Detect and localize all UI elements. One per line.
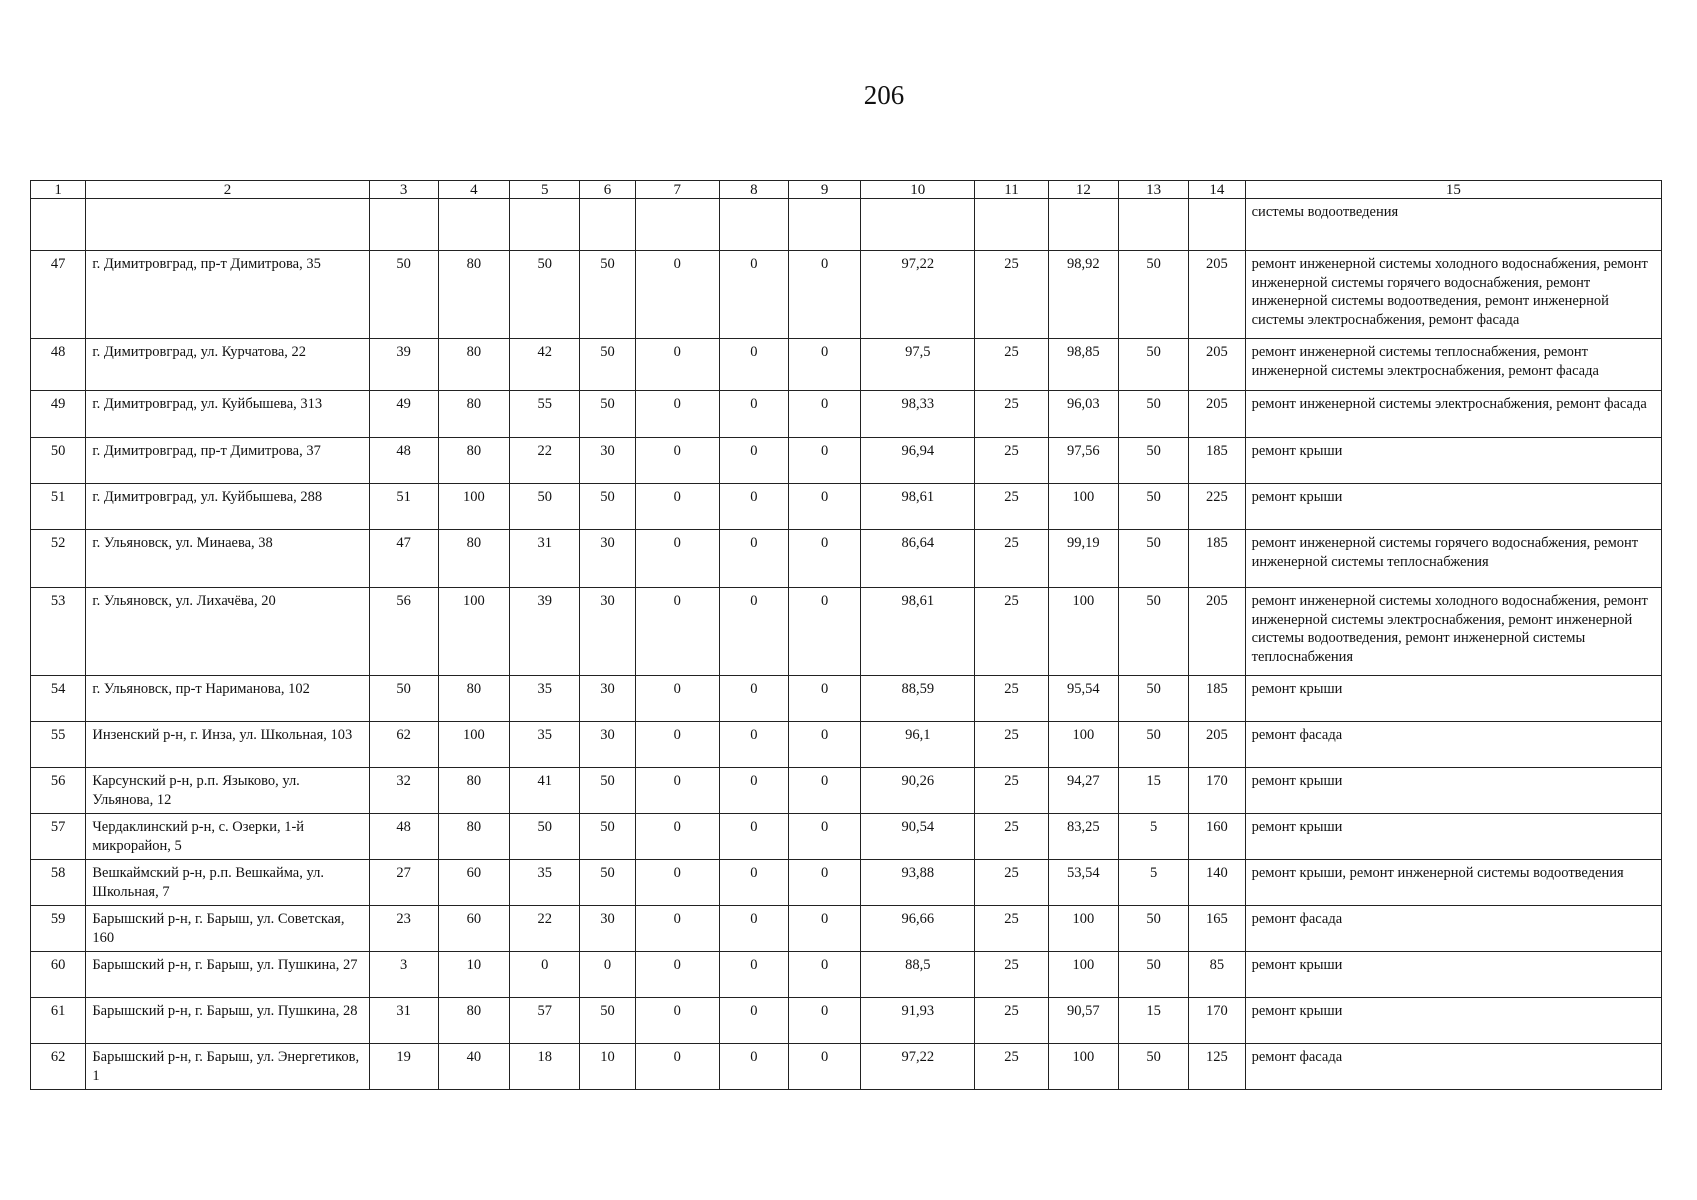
works-cell: ремонт крыши <box>1245 676 1661 722</box>
value-cell: 0 <box>719 339 788 391</box>
works-cell: ремонт инженерной системы теплоснабжения, ремонт инженерной системы электроснабжения, ремонт фасада <box>1245 339 1661 391</box>
value-cell: 25 <box>975 860 1048 906</box>
value-cell: 97,5 <box>861 339 975 391</box>
value-cell: 50 <box>580 998 635 1044</box>
value-cell: 3 <box>369 952 438 998</box>
address-cell: г. Димитровград, ул. Куйбышева, 313 <box>86 391 369 438</box>
value-cell: 0 <box>788 722 860 768</box>
value-cell: 30 <box>580 906 635 952</box>
value-cell <box>510 199 580 251</box>
value-cell: 93,88 <box>861 860 975 906</box>
value-cell: 0 <box>788 484 860 530</box>
value-cell: 0 <box>635 588 719 676</box>
column-header: 6 <box>580 181 635 199</box>
address-cell: г. Димитровград, ул. Курчатова, 22 <box>86 339 369 391</box>
row-number-cell: 61 <box>31 998 86 1044</box>
value-cell: 30 <box>580 722 635 768</box>
column-header: 8 <box>719 181 788 199</box>
value-cell: 0 <box>510 952 580 998</box>
value-cell: 0 <box>788 676 860 722</box>
value-cell: 5 <box>1118 814 1188 860</box>
value-cell: 98,61 <box>861 484 975 530</box>
value-cell: 80 <box>438 438 509 484</box>
value-cell: 80 <box>438 676 509 722</box>
value-cell: 50 <box>1118 952 1188 998</box>
value-cell: 50 <box>1118 676 1188 722</box>
value-cell: 25 <box>975 339 1048 391</box>
value-cell: 57 <box>510 998 580 1044</box>
value-cell: 19 <box>369 1044 438 1090</box>
value-cell: 0 <box>719 530 788 588</box>
value-cell: 25 <box>975 998 1048 1044</box>
column-header: 3 <box>369 181 438 199</box>
value-cell: 0 <box>635 339 719 391</box>
row-number-cell: 51 <box>31 484 86 530</box>
address-cell: г. Димитровград, пр-т Димитрова, 37 <box>86 438 369 484</box>
value-cell: 96,94 <box>861 438 975 484</box>
value-cell: 50 <box>1118 339 1188 391</box>
row-number-cell: 55 <box>31 722 86 768</box>
table-row <box>31 438 1662 484</box>
value-cell: 100 <box>1048 722 1118 768</box>
address-cell: Инзенский р-н, г. Инза, ул. Школьная, 103 <box>86 722 369 768</box>
value-cell: 80 <box>438 251 509 339</box>
works-cell: ремонт инженерной системы холодного водоснабжения, ремонт инженерной системы горячего водоснабжения, ремонт инженерной системы водоотведения, ремонт инженерной системы электроснабжения, ремонт фасада <box>1245 251 1661 339</box>
table-row <box>31 722 1662 768</box>
value-cell: 22 <box>510 906 580 952</box>
works-cell: ремонт крыши <box>1245 438 1661 484</box>
value-cell <box>1118 199 1188 251</box>
value-cell: 0 <box>719 438 788 484</box>
address-cell: г. Димитровград, ул. Куйбышева, 288 <box>86 484 369 530</box>
row-number-cell: 59 <box>31 906 86 952</box>
value-cell: 10 <box>438 952 509 998</box>
value-cell: 0 <box>635 251 719 339</box>
table-row <box>31 906 1662 952</box>
value-cell: 225 <box>1189 484 1245 530</box>
value-cell: 50 <box>369 676 438 722</box>
value-cell <box>975 199 1048 251</box>
works-cell: ремонт крыши <box>1245 952 1661 998</box>
table-row <box>31 530 1662 588</box>
value-cell: 0 <box>788 588 860 676</box>
address-cell: Барышский р-н, г. Барыш, ул. Пушкина, 28 <box>86 998 369 1044</box>
value-cell: 15 <box>1118 768 1188 814</box>
value-cell: 35 <box>510 676 580 722</box>
value-cell: 31 <box>369 998 438 1044</box>
value-cell: 50 <box>510 484 580 530</box>
value-cell: 0 <box>788 860 860 906</box>
value-cell: 25 <box>975 1044 1048 1090</box>
table-row <box>31 814 1662 860</box>
value-cell: 10 <box>580 1044 635 1090</box>
works-cell: ремонт фасада <box>1245 722 1661 768</box>
works-cell: ремонт крыши, ремонт инженерной системы водоотведения <box>1245 860 1661 906</box>
value-cell: 98,92 <box>1048 251 1118 339</box>
column-header: 1 <box>31 181 86 199</box>
column-header: 7 <box>635 181 719 199</box>
value-cell: 25 <box>975 952 1048 998</box>
value-cell: 85 <box>1189 952 1245 998</box>
value-cell: 0 <box>635 722 719 768</box>
address-cell: Барышский р-н, г. Барыш, ул. Энергетиков, 1 <box>86 1044 369 1090</box>
works-cell: ремонт крыши <box>1245 768 1661 814</box>
value-cell: 160 <box>1189 814 1245 860</box>
column-header: 5 <box>510 181 580 199</box>
value-cell: 0 <box>635 484 719 530</box>
value-cell: 50 <box>510 251 580 339</box>
value-cell <box>1048 199 1118 251</box>
value-cell: 0 <box>635 438 719 484</box>
table-body <box>31 181 1662 1090</box>
value-cell: 49 <box>369 391 438 438</box>
value-cell: 0 <box>635 530 719 588</box>
value-cell: 15 <box>1118 998 1188 1044</box>
value-cell: 39 <box>369 339 438 391</box>
value-cell: 0 <box>719 952 788 998</box>
value-cell <box>719 199 788 251</box>
value-cell: 41 <box>510 768 580 814</box>
value-cell: 165 <box>1189 906 1245 952</box>
value-cell: 88,5 <box>861 952 975 998</box>
value-cell: 30 <box>580 438 635 484</box>
row-number-cell: 47 <box>31 251 86 339</box>
table-row <box>31 860 1662 906</box>
value-cell: 56 <box>369 588 438 676</box>
value-cell: 140 <box>1189 860 1245 906</box>
value-cell: 80 <box>438 530 509 588</box>
value-cell: 0 <box>635 860 719 906</box>
row-number-cell: 62 <box>31 1044 86 1090</box>
value-cell: 0 <box>719 906 788 952</box>
value-cell: 0 <box>788 768 860 814</box>
value-cell: 100 <box>438 588 509 676</box>
value-cell: 50 <box>580 814 635 860</box>
value-cell: 50 <box>510 814 580 860</box>
value-cell: 0 <box>788 251 860 339</box>
works-cell: ремонт крыши <box>1245 814 1661 860</box>
value-cell: 80 <box>438 998 509 1044</box>
value-cell <box>1189 199 1245 251</box>
value-cell: 0 <box>580 952 635 998</box>
row-number-cell: 49 <box>31 391 86 438</box>
value-cell: 0 <box>788 814 860 860</box>
value-cell: 0 <box>719 251 788 339</box>
row-number-cell: 52 <box>31 530 86 588</box>
value-cell: 97,56 <box>1048 438 1118 484</box>
value-cell: 30 <box>580 530 635 588</box>
value-cell: 0 <box>788 1044 860 1090</box>
row-number-cell: 60 <box>31 952 86 998</box>
value-cell: 0 <box>788 952 860 998</box>
value-cell <box>861 199 975 251</box>
value-cell: 97,22 <box>861 1044 975 1090</box>
value-cell: 25 <box>975 906 1048 952</box>
value-cell: 80 <box>438 339 509 391</box>
address-cell: Карсунский р-н, р.п. Языково, ул. Ульянова, 12 <box>86 768 369 814</box>
value-cell: 90,57 <box>1048 998 1118 1044</box>
value-cell: 25 <box>975 251 1048 339</box>
works-table <box>30 180 1662 1090</box>
column-header: 12 <box>1048 181 1118 199</box>
value-cell: 98,33 <box>861 391 975 438</box>
value-cell: 90,54 <box>861 814 975 860</box>
table-row <box>31 676 1662 722</box>
value-cell: 39 <box>510 588 580 676</box>
table-row <box>31 998 1662 1044</box>
works-cell: ремонт крыши <box>1245 484 1661 530</box>
value-cell: 205 <box>1189 391 1245 438</box>
value-cell: 0 <box>719 588 788 676</box>
value-cell: 100 <box>438 722 509 768</box>
value-cell: 86,64 <box>861 530 975 588</box>
value-cell: 25 <box>975 438 1048 484</box>
value-cell: 22 <box>510 438 580 484</box>
value-cell: 50 <box>580 860 635 906</box>
value-cell: 50 <box>1118 251 1188 339</box>
value-cell: 50 <box>1118 906 1188 952</box>
table-row <box>31 339 1662 391</box>
value-cell: 0 <box>788 530 860 588</box>
value-cell: 205 <box>1189 588 1245 676</box>
value-cell: 205 <box>1189 251 1245 339</box>
value-cell: 50 <box>1118 588 1188 676</box>
value-cell: 30 <box>580 588 635 676</box>
value-cell: 47 <box>369 530 438 588</box>
value-cell: 18 <box>510 1044 580 1090</box>
value-cell: 25 <box>975 391 1048 438</box>
value-cell: 0 <box>719 676 788 722</box>
value-cell: 0 <box>719 722 788 768</box>
address-cell: г. Ульяновск, ул. Лихачёва, 20 <box>86 588 369 676</box>
value-cell: 100 <box>438 484 509 530</box>
value-cell: 80 <box>438 768 509 814</box>
value-cell: 50 <box>580 251 635 339</box>
value-cell: 50 <box>580 768 635 814</box>
value-cell: 0 <box>719 860 788 906</box>
value-cell: 35 <box>510 722 580 768</box>
value-cell: 50 <box>1118 722 1188 768</box>
value-cell: 80 <box>438 391 509 438</box>
column-header: 13 <box>1118 181 1188 199</box>
value-cell: 170 <box>1189 998 1245 1044</box>
value-cell <box>369 199 438 251</box>
works-cell: ремонт инженерной системы электроснабжения, ремонт фасада <box>1245 391 1661 438</box>
table-row <box>31 1044 1662 1090</box>
column-header: 14 <box>1189 181 1245 199</box>
value-cell: 185 <box>1189 676 1245 722</box>
works-cell: ремонт фасада <box>1245 1044 1661 1090</box>
table-row <box>31 484 1662 530</box>
value-cell: 0 <box>635 768 719 814</box>
value-cell <box>438 199 509 251</box>
value-cell: 98,85 <box>1048 339 1118 391</box>
address-cell <box>86 199 369 251</box>
value-cell: 53,54 <box>1048 860 1118 906</box>
value-cell: 48 <box>369 814 438 860</box>
value-cell: 0 <box>635 906 719 952</box>
row-number-cell <box>31 199 86 251</box>
value-cell: 25 <box>975 722 1048 768</box>
works-cell: ремонт крыши <box>1245 998 1661 1044</box>
table-row <box>31 391 1662 438</box>
value-cell: 0 <box>788 998 860 1044</box>
value-cell: 90,26 <box>861 768 975 814</box>
value-cell: 185 <box>1189 530 1245 588</box>
value-cell: 25 <box>975 484 1048 530</box>
value-cell: 32 <box>369 768 438 814</box>
value-cell: 100 <box>1048 952 1118 998</box>
address-cell: г. Ульяновск, ул. Минаева, 38 <box>86 530 369 588</box>
value-cell: 99,19 <box>1048 530 1118 588</box>
value-cell: 55 <box>510 391 580 438</box>
works-cell: ремонт инженерной системы холодного водоснабжения, ремонт инженерной системы электроснабжения, ремонт инженерной системы водоотведения, ремонт инженерной системы теплоснабжения <box>1245 588 1661 676</box>
table-row <box>31 588 1662 676</box>
value-cell: 42 <box>510 339 580 391</box>
value-cell: 0 <box>635 952 719 998</box>
row-number-cell: 53 <box>31 588 86 676</box>
value-cell: 185 <box>1189 438 1245 484</box>
value-cell: 0 <box>788 906 860 952</box>
works-cell: ремонт фасада <box>1245 906 1661 952</box>
value-cell: 0 <box>788 391 860 438</box>
address-cell: г. Димитровград, пр-т Димитрова, 35 <box>86 251 369 339</box>
value-cell: 60 <box>438 906 509 952</box>
value-cell: 0 <box>635 998 719 1044</box>
value-cell: 96,03 <box>1048 391 1118 438</box>
column-number-row <box>31 181 1662 199</box>
value-cell <box>580 199 635 251</box>
value-cell: 0 <box>788 438 860 484</box>
value-cell: 205 <box>1189 339 1245 391</box>
page-number: 206 <box>863 80 905 110</box>
value-cell: 0 <box>719 814 788 860</box>
table-row <box>31 768 1662 814</box>
value-cell: 0 <box>719 484 788 530</box>
works-cell: системы водоотведения <box>1245 199 1661 251</box>
value-cell: 96,66 <box>861 906 975 952</box>
column-header: 10 <box>861 181 975 199</box>
value-cell: 62 <box>369 722 438 768</box>
column-header: 4 <box>438 181 509 199</box>
value-cell: 100 <box>1048 906 1118 952</box>
address-cell: Барышский р-н, г. Барыш, ул. Пушкина, 27 <box>86 952 369 998</box>
column-header: 11 <box>975 181 1048 199</box>
value-cell: 94,27 <box>1048 768 1118 814</box>
value-cell: 100 <box>1048 588 1118 676</box>
value-cell: 125 <box>1189 1044 1245 1090</box>
value-cell: 50 <box>1118 391 1188 438</box>
value-cell: 95,54 <box>1048 676 1118 722</box>
row-number-cell: 58 <box>31 860 86 906</box>
value-cell: 0 <box>635 814 719 860</box>
row-number-cell: 50 <box>31 438 86 484</box>
value-cell <box>788 199 860 251</box>
column-header: 9 <box>788 181 860 199</box>
value-cell: 83,25 <box>1048 814 1118 860</box>
value-cell: 50 <box>580 391 635 438</box>
column-header: 2 <box>86 181 369 199</box>
value-cell: 100 <box>1048 1044 1118 1090</box>
value-cell: 50 <box>1118 1044 1188 1090</box>
value-cell: 0 <box>635 1044 719 1090</box>
value-cell: 50 <box>1118 530 1188 588</box>
value-cell: 97,22 <box>861 251 975 339</box>
value-cell: 80 <box>438 814 509 860</box>
value-cell: 25 <box>975 768 1048 814</box>
value-cell: 205 <box>1189 722 1245 768</box>
address-cell: Барышский р-н, г. Барыш, ул. Советская, 160 <box>86 906 369 952</box>
value-cell: 50 <box>1118 484 1188 530</box>
value-cell: 88,59 <box>861 676 975 722</box>
value-cell: 50 <box>1118 438 1188 484</box>
value-cell: 51 <box>369 484 438 530</box>
value-cell: 50 <box>580 484 635 530</box>
table-row <box>31 952 1662 998</box>
value-cell: 98,61 <box>861 588 975 676</box>
value-cell: 5 <box>1118 860 1188 906</box>
address-cell: г. Ульяновск, пр-т Нариманова, 102 <box>86 676 369 722</box>
value-cell: 25 <box>975 814 1048 860</box>
value-cell: 0 <box>719 768 788 814</box>
works-cell: ремонт инженерной системы горячего водоснабжения, ремонт инженерной системы теплоснабжения <box>1245 530 1661 588</box>
value-cell: 0 <box>719 998 788 1044</box>
value-cell: 96,1 <box>861 722 975 768</box>
value-cell: 25 <box>975 530 1048 588</box>
value-cell: 25 <box>975 588 1048 676</box>
value-cell: 31 <box>510 530 580 588</box>
row-number-cell: 54 <box>31 676 86 722</box>
value-cell: 48 <box>369 438 438 484</box>
value-cell: 91,93 <box>861 998 975 1044</box>
value-cell <box>635 199 719 251</box>
value-cell: 0 <box>635 676 719 722</box>
address-cell: Чердаклинский р-н, с. Озерки, 1-й микрорайон, 5 <box>86 814 369 860</box>
works-table-container <box>30 180 1662 1090</box>
value-cell: 35 <box>510 860 580 906</box>
table-row <box>31 199 1662 251</box>
value-cell: 30 <box>580 676 635 722</box>
row-number-cell: 48 <box>31 339 86 391</box>
column-header: 15 <box>1245 181 1661 199</box>
value-cell: 50 <box>369 251 438 339</box>
row-number-cell: 57 <box>31 814 86 860</box>
value-cell: 0 <box>719 391 788 438</box>
value-cell: 60 <box>438 860 509 906</box>
value-cell: 23 <box>369 906 438 952</box>
value-cell: 25 <box>975 676 1048 722</box>
row-number-cell: 56 <box>31 768 86 814</box>
value-cell: 40 <box>438 1044 509 1090</box>
address-cell: Вешкаймский р-н, р.п. Вешкайма, ул. Школьная, 7 <box>86 860 369 906</box>
value-cell: 0 <box>635 391 719 438</box>
table-row <box>31 251 1662 339</box>
value-cell: 50 <box>580 339 635 391</box>
value-cell: 100 <box>1048 484 1118 530</box>
value-cell: 170 <box>1189 768 1245 814</box>
value-cell: 27 <box>369 860 438 906</box>
value-cell: 0 <box>719 1044 788 1090</box>
value-cell: 0 <box>788 339 860 391</box>
